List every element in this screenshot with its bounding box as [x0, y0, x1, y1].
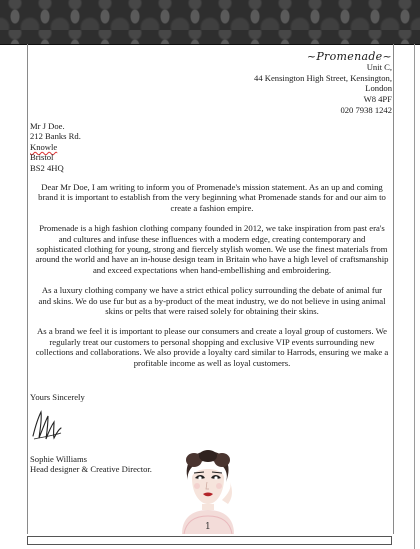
sender-address-line: Unit C, [366, 62, 392, 72]
sender-address-line: W8 4PF [363, 94, 392, 105]
handwritten-signature [30, 406, 64, 444]
page-bottom-border [27, 536, 392, 545]
recipient-name: Mr J Doe. [30, 121, 65, 131]
damask-header-banner [0, 0, 420, 45]
recipient-city: Bristol [30, 152, 54, 163]
signer-name: Sophie Williams [30, 454, 88, 464]
paragraph-intro: Dear Mr Doe, I am writing to inform you of Promenade's mission statement. As an up and coming brand it is important to establish from the very beginning what Promenade stands for and our aim to create a fashion empire. [38, 182, 386, 213]
paragraph-about: Promenade is a high fashion clothing company founded in 2012, we take inspiration from past era's and cultures and infuse these influences with a modern edge, creating contemporary and sophisticated clothing for young, strong and fiercely stylish women. We use the finest materials from around the world and have an in-house design team in Britain who have a high level of craftsmanship and exceed expectations when hand-embellishing and embroidering. [35, 223, 389, 275]
closing-salutation: Yours Sincerely [30, 392, 85, 402]
signer-title: Head designer & Creative Director. [30, 464, 152, 475]
fashion-illustration-portrait [174, 448, 240, 534]
recipient-postcode: BS2 4HQ [30, 162, 64, 173]
recipient-area: Knowle [30, 141, 58, 152]
recipient-address [30, 121, 180, 173]
recipient-street: 212 Banks Rd. [30, 131, 81, 142]
sender-address-line: London [365, 83, 392, 94]
portrait-number: 1 [205, 522, 211, 532]
brand-wordmark: ~Promenade~ [306, 50, 392, 63]
sender-address-line: 44 Kensington High Street, Kensington, [254, 72, 392, 83]
letter-body [35, 182, 389, 378]
paragraph-loyalty: As a brand we feel it is important to please our consumers and create a loyal group of customers. We regularly treat our customers to personal shopping and exclusive VIP events surrounding new collections and collaborations. We also provide a loyalty card similar to Harrods, ensuring we make a profitable income as well as loyal customers. [35, 326, 389, 368]
paragraph-ethics: As a luxury clothing company we have a strict ethical policy surrounding the debate of animal fur and skins. We do use fur but as a by-product of the meat industry, we do not believe in using animal skins or pelts that were raised solely for obtaining their skins. [38, 285, 386, 317]
page-edge-rule [414, 44, 415, 549]
signer-block [30, 454, 152, 475]
sender-address [192, 62, 392, 116]
sender-address-line: 020 7938 1242 [340, 104, 392, 115]
